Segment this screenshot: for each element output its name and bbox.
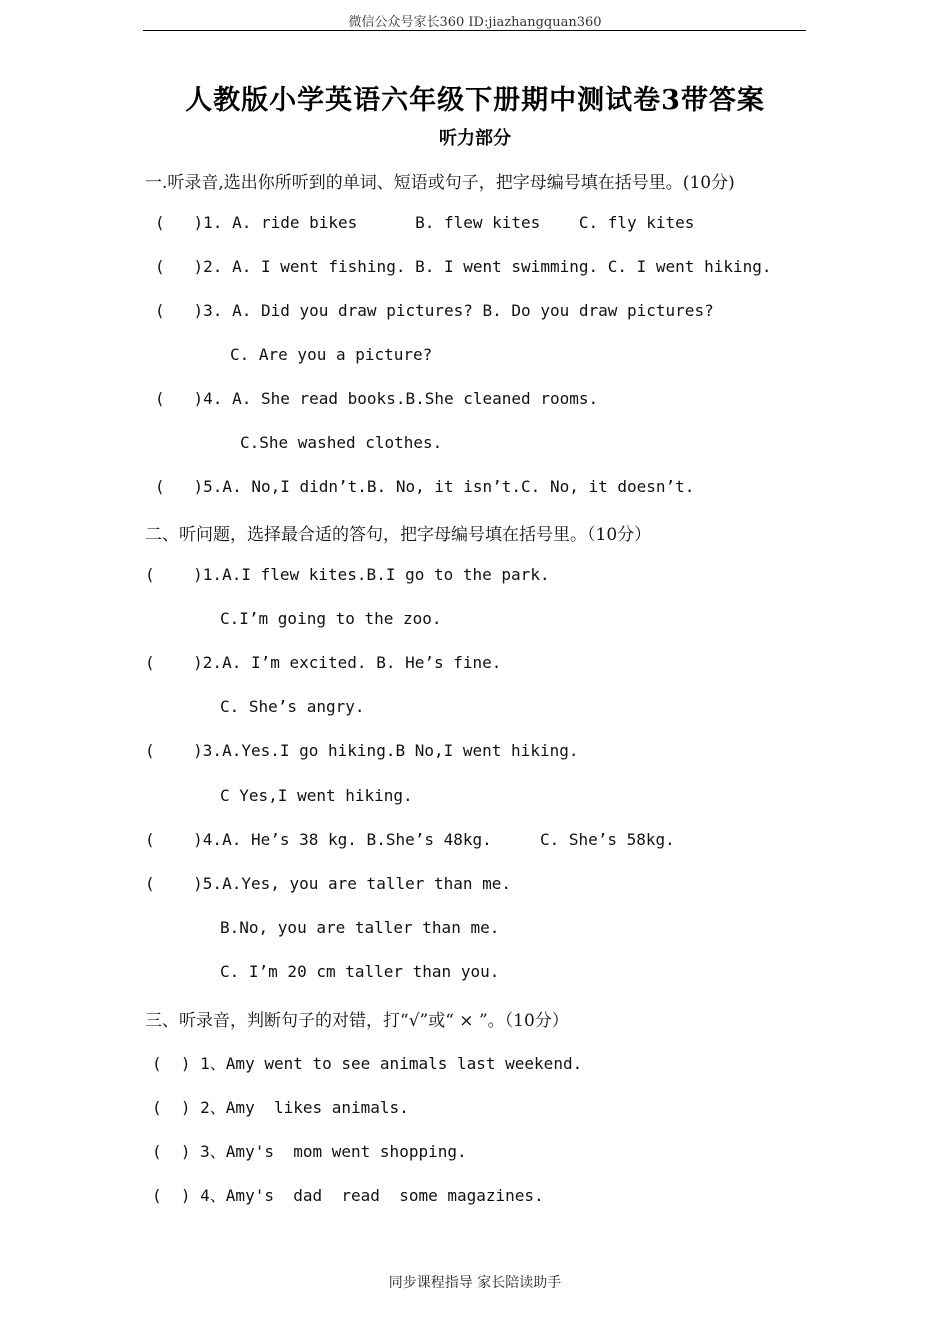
question-line: ( ) 4、Amy's dad read some magazines. (152, 1186, 544, 1205)
page-header: 微信公众号家长360 ID:jiazhangquan360 (348, 15, 602, 30)
question-line: ( )5.A.Yes, you are taller than me. (145, 874, 512, 893)
page-title: 人教版小学英语六年级下册期中测试卷3带答案 (185, 85, 765, 116)
question-line: ( ) 2、Amy likes animals. (152, 1098, 409, 1117)
question-line: ( )4. A. She read books.B.She cleaned rooms. (155, 389, 599, 408)
question-line: ( )1. A. ride bikes B. flew kites C. fly kites (155, 213, 695, 232)
section-heading-3: 三、听录音，判断句子的对错，打“√”或“ × ”。（10分） (145, 1011, 569, 1031)
question-option: C Yes,I went hiking. (220, 786, 413, 805)
section-subtitle: 听力部分 (439, 128, 511, 149)
question-line: ( ) 3、Amy's mom went shopping. (152, 1142, 467, 1161)
section-heading-1: 一.听录音,选出你所听到的单词、短语或句子，把字母编号填在括号里。(10分) (145, 173, 735, 193)
section-heading-2: 二、听问题，选择最合适的答句，把字母编号填在括号里。（10分） (145, 525, 652, 545)
question-line: ( )4.A. He’s 38 kg. B.She’s 48kg. C. She’s 58kg. (145, 830, 675, 849)
question-line: ( ) 1、Amy went to see animals last weekend. (152, 1054, 583, 1073)
question-line: ( )5.A. No,I didn’t.B. No, it isn’t.C. No, it doesn’t. (155, 477, 695, 496)
question-option: C. Are you a picture? (230, 345, 433, 364)
question-line: ( )2. A. I went fishing. B. I went swimming. C. I went hiking. (155, 257, 772, 276)
question-line: ( )3. A. Did you draw pictures? B. Do you draw pictures? (155, 301, 714, 320)
question-option: C.She washed clothes. (240, 433, 443, 452)
question-line: ( )2.A. I’m excited. B. He’s fine. (145, 653, 502, 672)
question-option: C. She’s angry. (220, 697, 365, 716)
question-option: C.I’m going to the zoo. (220, 609, 442, 628)
header-divider (143, 30, 806, 31)
question-option: B.No, you are taller than me. (220, 918, 500, 937)
question-line: ( )3.A.Yes.I go hiking.B No,I went hiking. (145, 741, 579, 760)
question-line: ( )1.A.I flew kites.B.I go to the park. (145, 565, 550, 584)
page-footer: 同步课程指导 家长陪读助手 (388, 1275, 562, 1291)
question-option: C. I’m 20 cm taller than you. (220, 962, 500, 981)
